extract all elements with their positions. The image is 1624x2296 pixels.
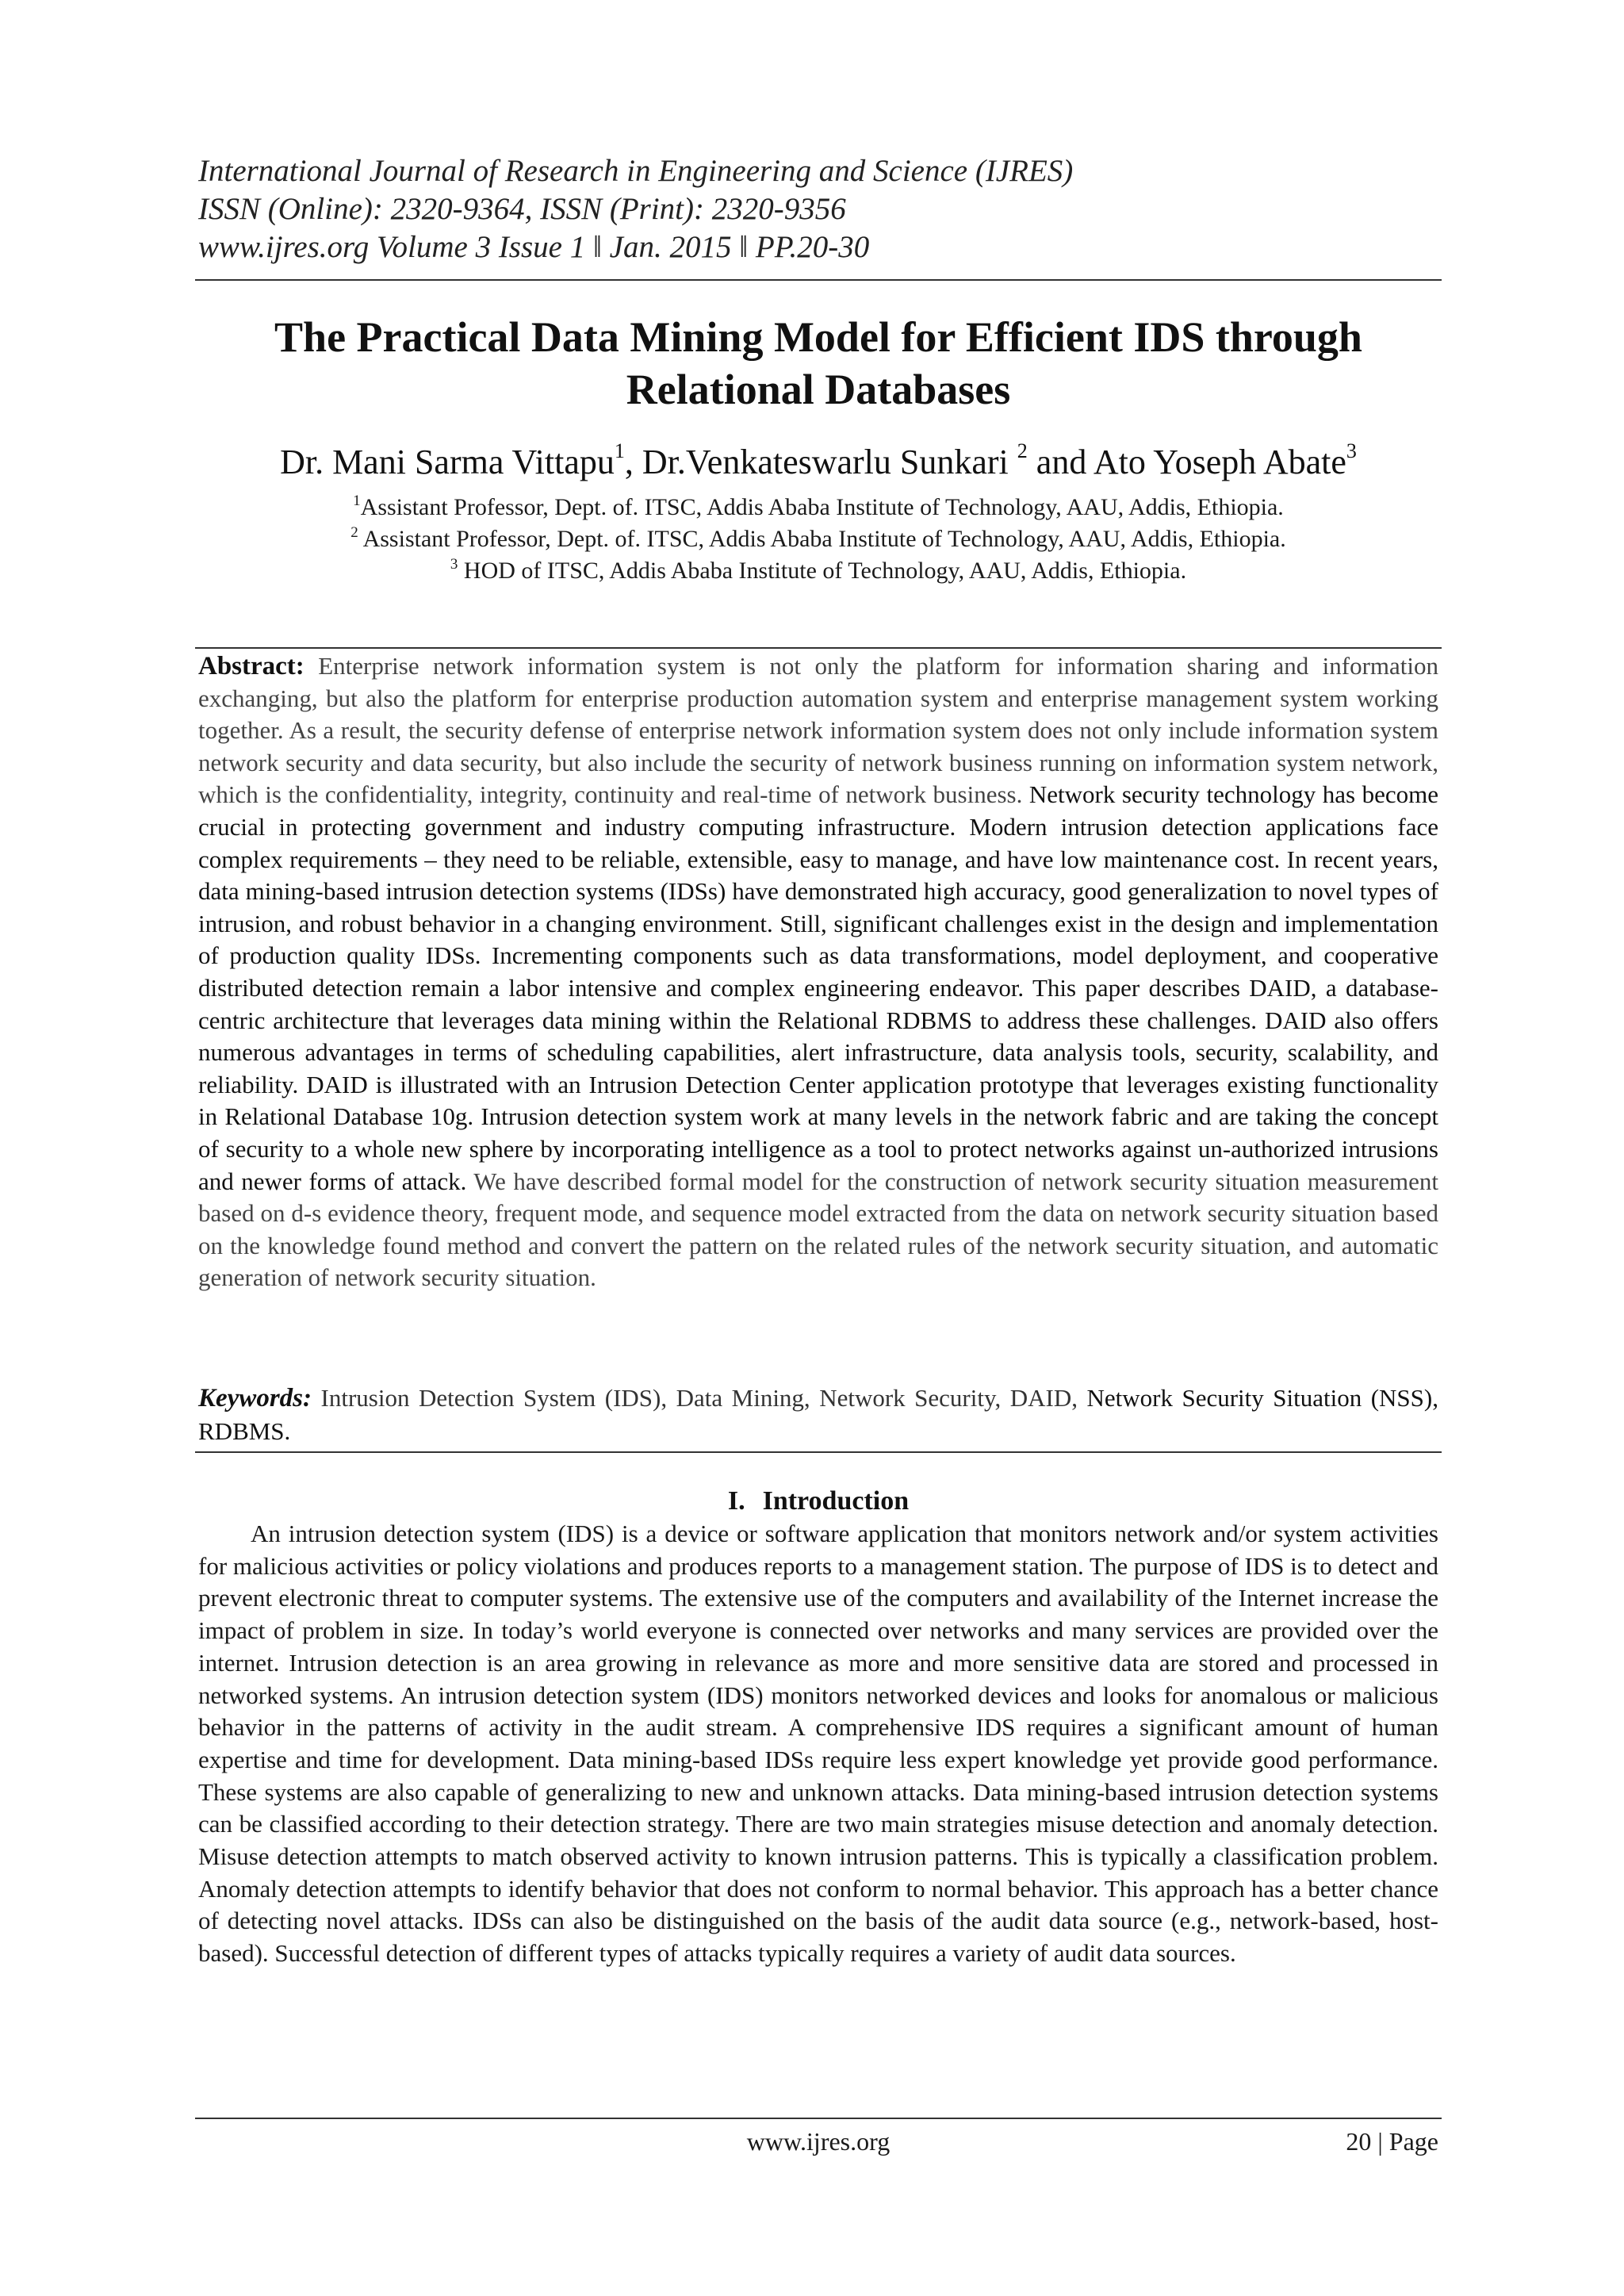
affiliation-text: Assistant Professor, Dept. of. ITSC, Addis Ababa Institute of Technology, AAU, Addis, Ethiopia. <box>360 494 1284 520</box>
abstract <box>198 650 1438 1294</box>
header-divider <box>195 279 1442 281</box>
paper-title-line: The Practical Data Mining Model for Efficient IDS through <box>274 313 1362 361</box>
section-number: I. <box>727 1486 745 1516</box>
author-superscript: 1 <box>614 439 625 462</box>
abstract-label: Abstract: <box>198 652 304 680</box>
keywords <box>198 1382 1438 1448</box>
author-name: , Dr.Venkateswarlu Sunkari <box>624 443 1017 481</box>
section-heading-introduction <box>195 1485 1442 1518</box>
author-name: and Ato Yoseph Abate <box>1027 443 1346 481</box>
footer-divider <box>195 2118 1442 2119</box>
affiliation-text: HOD of ITSC, Addis Ababa Institute of Technology, AAU, Addis, Ethiopia. <box>458 558 1187 584</box>
abstract-text: We have described formal model for the construction of network security situation measurement based on d-s evidence theory, frequent mode, and sequence model extracted from the data on network security situation based on the knowledge found method and convert the pattern on the related rules of the network security situation, and automatic generation of network security situation. <box>198 1167 1438 1292</box>
paper-title <box>195 311 1442 416</box>
affiliation-superscript: 3 <box>450 556 458 573</box>
journal-name: International Journal of Research in Engineering and Science (IJRES) <box>198 154 1074 188</box>
author-name: Dr. Mani Sarma Vittapu <box>280 443 615 481</box>
abstract-text: Network security technology has become crucial in protecting government and industry computing infrastructure. Modern intrusion detection applications face complex requirements – they need to be reliable, extensible, easy to manage, and have low maintenance cost. In recent years, data mining-based intrusion detection systems (IDSs) have demonstrated high accuracy, good generalization to novel types of intrusion, and robust behavior in a changing environment. Still, significant challenges exist in the design and implementation of production quality IDSs. Incrementing components such as data transformations, model deployment, and cooperative distributed detection remain a labor intensive and complex engineering endeavor. This paper describes DAID, a database-centric architecture that leverages data mining within the Relational RDBMS to address these challenges. DAID also offers numerous advantages in terms of scheduling capabilities, alert infrastructure, data analysis tools, security, scalability, and reliability. DAID is illustrated with an Intrusion Detection Center application prototype that leverages existing functionality in Relational Database 10g. Intrusion detection system work at many levels in the network fabric and are taking the concept of security to a whole new sphere by incorporating intelligence as a tool to protect networks against un-authorized intrusions and newer forms of attack. <box>198 780 1438 1195</box>
keywords-label: Keywords: <box>198 1384 312 1412</box>
affiliation-line <box>195 523 1442 555</box>
footer-website: www.ijres.org <box>746 2127 891 2156</box>
author-superscript: 2 <box>1017 439 1028 462</box>
abstract-top-divider <box>195 647 1442 649</box>
journal-issue-info: www.ijres.org Volume 3 Issue 1 ǁ Jan. 2015 ǁ PP.20-30 <box>198 230 870 264</box>
author-superscript: 3 <box>1346 439 1357 462</box>
affiliation-superscript: 1 <box>353 493 361 509</box>
affiliation-superscript: 2 <box>350 524 358 541</box>
affiliation-list <box>195 492 1442 587</box>
paper-title-line: Relational Databases <box>626 366 1011 413</box>
introduction-paragraph: An intrusion detection system (IDS) is a device or software application that monitors network and/or system activities for malicious activities or policy violations and produces reports to a management station. The purpose of IDS is to detect and prevent electronic threat to computer systems. The extensive use of the computers and availability of the Internet increase the impact of problem in size. In today’s world everyone is connected over networks and many services are provided over the internet. Intrusion detection is an area growing in relevance as more and more sensitive data are stored and processed in networked systems. An intrusion detection system (IDS) monitors networked devices and looks for anomalous or malicious behavior in the patterns of activity in the audit stream. A comprehensive IDS requires a significant amount of human expertise and time for development. Data mining-based IDSs require less expert knowledge yet provide good performance. These systems are also capable of generalizing to new and unknown attacks. Data mining-based intrusion detection systems can be classified according to their detection strategy. There are two main strategies misuse detection and anomaly detection. Misuse detection attempts to match observed activity to known intrusion patterns. This is typically a classification problem. Anomaly detection attempts to identify behavior that does not conform to normal behavior. This approach has a better chance of detecting novel attacks. IDSs can also be distinguished on the basis of the audit data source (e.g., network-based, host-based). Successful detection of different types of attacks typically requires a variety of audit data sources. <box>198 1520 1438 1968</box>
abstract-bottom-divider <box>195 1451 1442 1453</box>
keywords-text: Intrusion Detection System (IDS), Data Mining, Network Security, DAID, <box>312 1384 1087 1412</box>
affiliation-text: Assistant Professor, Dept. of. ITSC, Addis Ababa Institute of Technology, AAU, Addis, Ethiopia. <box>358 526 1286 552</box>
abstract-text: Enterprise network information system is not only the platform for information sharing and information exchanging, but also the platform for enterprise production automation system and enterprise management system working together. As a result, the security defense of enterprise network information system does not only include information system network security and data security, but also include the security of network business running on information system network, which is the confidentiality, integrity, continuity and real-time of network business. <box>198 652 1438 809</box>
affiliation-line <box>195 492 1442 523</box>
section-title: Introduction <box>762 1486 910 1516</box>
author-list <box>195 441 1442 484</box>
page-number: 20 | Page <box>1346 2127 1438 2156</box>
affiliation-line <box>195 555 1442 587</box>
journal-issn: ISSN (Online): 2320-9364, ISSN (Print): 2320-9356 <box>198 192 846 226</box>
journal-header <box>198 152 1435 266</box>
keywords-text: Network Security Situation (NSS), RDBMS. <box>198 1384 1438 1445</box>
